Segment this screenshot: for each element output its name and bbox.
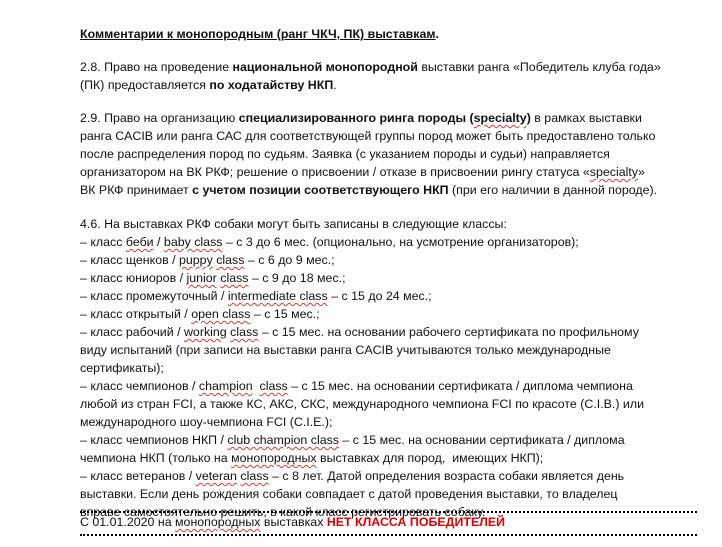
spellcheck-word: baby class xyxy=(163,235,223,249)
footer-notice xyxy=(80,514,505,531)
spellcheck-word: working xyxy=(183,325,227,339)
text-run: – с 6 до 9 мес.; xyxy=(244,253,335,267)
paragraph-4-6-intro: 4.6. На выставках РКФ собаки могут быть записаны в следующие классы: xyxy=(80,217,507,231)
text-run: / xyxy=(153,235,164,249)
text-run: (при его наличии в данной породе). xyxy=(448,183,658,197)
document-heading xyxy=(80,26,439,43)
class-champion xyxy=(80,378,633,395)
text-run: – с 15 мес. на основании сертификата / диплома xyxy=(338,433,625,447)
class-working xyxy=(80,324,639,341)
class-working-line-3: сертификаты); xyxy=(80,361,164,375)
text-run: – класс чемпионов НКП / xyxy=(80,433,228,447)
bold-run: с учетом позиции соответствующего НКП xyxy=(192,183,449,197)
paragraph-2-9-line-3: после распределения пород по судьям. Заявка (с указанием породы и судьи) направляется xyxy=(80,147,610,161)
class-club-champion xyxy=(80,432,625,449)
text-run: – класс юниоров / xyxy=(80,271,187,285)
bold-run: по ходатайству НКП xyxy=(209,78,334,92)
text-run: 2.8. Право на проведение xyxy=(80,60,233,74)
text-run: – с 15 мес. на основании сертификата / диплома чемпиона xyxy=(287,379,633,393)
paragraph-2-9-line-2: ранга CACIB или ранга САС для соответствующей группы пород может быть предоставлено только xyxy=(80,129,656,143)
text-run: – класс xyxy=(80,235,126,249)
paragraph-2-9-line-5 xyxy=(80,182,657,199)
paragraph-2-9-line-4 xyxy=(80,164,645,181)
spellcheck-word: монопородных xyxy=(175,515,261,529)
spellcheck-word: club champion class xyxy=(227,433,339,447)
text-run: – с 9 до 18 мес.; xyxy=(248,271,346,285)
text-run: выставки ранга «Победитель клуба года» xyxy=(417,60,661,74)
text-run: чемпиона НКП (только на xyxy=(80,451,232,465)
class-puppy xyxy=(80,252,335,269)
text-run: – класс ветеранов / xyxy=(80,469,196,483)
text-run: – класс открытый / xyxy=(80,307,192,321)
text-run: – с 3 до 6 мес. (опционально, на усмотрение организаторов); xyxy=(222,235,579,249)
text-run: 2.9. Право на организацию xyxy=(80,111,239,125)
text-run: в рамках выставки xyxy=(530,111,642,125)
bold-run: специализированного ринга породы ( xyxy=(238,111,474,125)
spellcheck-word: puppy xyxy=(179,253,213,267)
paragraph-2-8-line-2 xyxy=(80,77,337,94)
class-club-champion-line-2 xyxy=(80,450,543,467)
class-champion-line-3: международного шоу-чемпиона FCI (C.I.E.); xyxy=(80,415,333,429)
text-run: – с 8 лет. Датой определения возраста собаки является день xyxy=(268,469,625,483)
paragraph-2-9-line-1 xyxy=(80,110,642,127)
no-winners-class-notice: НЕТ КЛАССА ПОБЕДИТЕЛЕЙ xyxy=(326,515,506,529)
spellcheck-word: veteran xyxy=(195,469,237,483)
class-champion-line-2: любой из стран FCI, а также КС, АКС, СКС, международного чемпиона FCI по красоте (C.I.B.) или xyxy=(80,397,645,411)
text-run: С 01.01.2020 на xyxy=(80,515,176,529)
text-run: ВК РКФ принимает xyxy=(80,183,193,197)
spellcheck-word: class xyxy=(216,253,245,267)
spellcheck-word: intermediate class xyxy=(227,289,328,303)
class-baby xyxy=(80,234,579,251)
class-intermediate xyxy=(80,288,432,305)
spellcheck-word: junior xyxy=(186,271,217,285)
class-veteran-line-3: вправе самостоятельно решить, в какой класс регистрировать собаку. xyxy=(80,505,486,519)
bold-run: ) xyxy=(526,111,531,125)
text-run: (ПК) предоставляется xyxy=(80,78,210,92)
class-junior xyxy=(80,270,346,287)
text-run: – класс чемпионов / xyxy=(80,379,199,393)
dotted-separator-bottom xyxy=(80,534,697,536)
spellcheck-word: specialty xyxy=(589,165,638,179)
dotted-separator-top xyxy=(80,511,697,513)
text-run: – класс промежуточный / xyxy=(80,289,228,303)
spellcheck-word: монопородных xyxy=(231,451,317,465)
text-run: выставках xyxy=(260,515,327,529)
text-run: . xyxy=(333,78,337,92)
text-run: выставках для пород, имеющих НКП); xyxy=(316,451,544,465)
class-working-line-2: виду испытаний (при записи на выставки ранга CACIB учитываются только международные xyxy=(80,343,611,357)
text-run: – класс рабочий / xyxy=(80,325,184,339)
spellcheck-word: class xyxy=(220,271,249,285)
heading-text: Комментарии к монопородным (ранг ЧКЧ, ПК) выставкам xyxy=(80,27,436,41)
text-run: – с 15 до 24 мес.; xyxy=(327,289,432,303)
class-veteran-line-2: выставки. Если день рождения собаки совпадает с датой проведения выставки, то владелец xyxy=(80,487,618,501)
spellcheck-word: class xyxy=(230,325,259,339)
text-run: – с 15 мес.; xyxy=(250,307,320,321)
bold-run: национальной монопородной xyxy=(232,60,418,74)
text-run: » xyxy=(638,165,645,179)
text-run xyxy=(253,379,260,393)
text-run: организатором на ВК РКФ; решение о присвоении / отказе в присвоении рингу статуса « xyxy=(80,165,590,179)
spellcheck-word: class xyxy=(259,379,288,393)
text-run: – класс щенков / xyxy=(80,253,179,267)
class-veteran xyxy=(80,468,624,485)
heading-period: . xyxy=(435,27,439,41)
spellcheck-word: champion xyxy=(198,379,253,393)
spellcheck-word: class xyxy=(240,469,269,483)
paragraph-2-8-line-1 xyxy=(80,59,661,76)
spellcheck-word: беби xyxy=(125,235,154,249)
class-open xyxy=(80,306,320,323)
spellcheck-word: specialty xyxy=(473,111,527,125)
spellcheck-word: open class xyxy=(191,307,251,321)
text-run: – с 15 мес. на основании рабочего сертификата по профильному xyxy=(258,325,639,339)
